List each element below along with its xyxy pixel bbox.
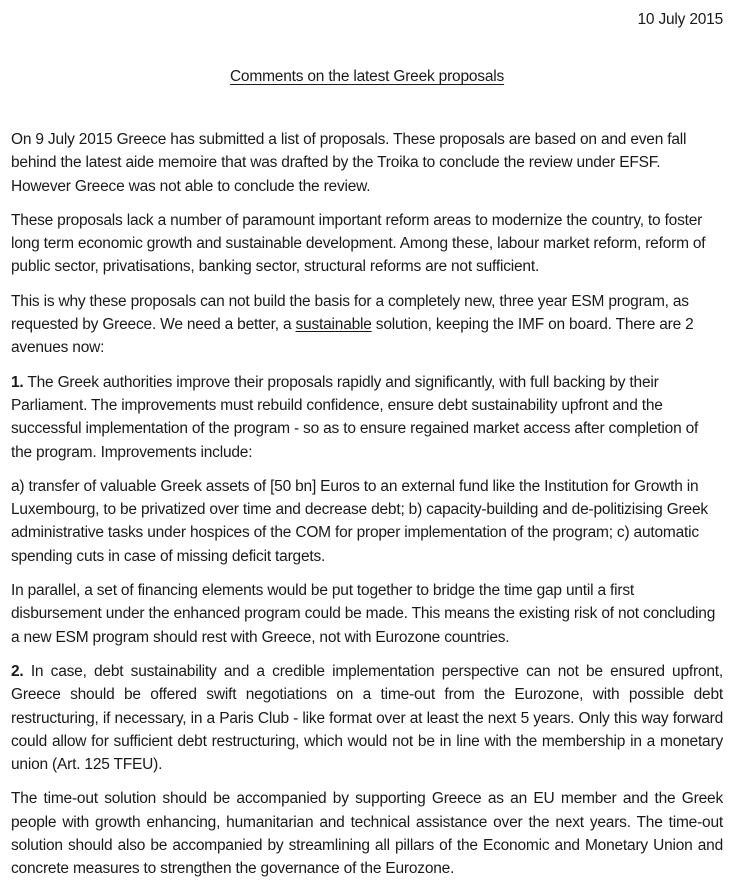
paragraph [11, 371, 723, 464]
page-title-text: Comments on the latest Greek proposals [229, 68, 505, 85]
paragraph [11, 209, 723, 279]
text-run: These proposals lack a number of paramount important reform areas to modernize the country, to foster long term economic growth and sustainable development. Among these, labour market reform, reform of public sector, privatisations, banking sector, structural reforms are not sufficient. [11, 211, 706, 276]
paragraph [11, 787, 723, 880]
page-title [11, 65, 723, 88]
paragraph [11, 579, 723, 649]
paragraph [11, 290, 723, 360]
document-date: 10 July 2015 [637, 11, 723, 28]
text-run: This is why these proposals can not build the basis for a completely new, three year ESM program, as requested by Greece. We need a better, a [11, 292, 689, 334]
paragraph [11, 475, 723, 568]
paragraph [11, 128, 723, 198]
text-run: In case, debt sustainability and a credible implementation perspective can not be ensured upfront, Greece should be offered swift negotiations on a time-out from the Eurozone, with possible debt restructuring, if necessary, in a Paris Club - like format over at least the next 5 years. Only this way forward could allow for sufficient debt restructuring, which would not be in line with the membership in a monetary union (Art. 125 TFEU). [11, 662, 723, 774]
text-run: The time-out solution should be accompanied by supporting Greece as an EU member and the Greek people with growth enhancing, humanitarian and technical assistance over the next years. The time-out solution should also be accompanied by streamlining all pillars of the Economic and Monetary Union and concrete measures to strengthen the governance of the Eurozone. [11, 790, 723, 878]
bold-text-run: 1. [11, 373, 24, 391]
text-run: On 9 July 2015 Greece has submitted a list of proposals. These proposals are based on and even fall behind the latest aide memoire that was drafted by the Troika to conclude the review under EFSF. However Greece was not able to conclude the review. [11, 131, 687, 195]
text-run: a) transfer of valuable Greek assets of [50 bn] Euros to an external fund like the Institution for Growth in Luxembourg, to be privatized over time and decrease debt; b) capacity-building and de-politizising Greek administrative tasks under hospices of the COM for proper implementation of the program; c) automatic spending cuts in case of missing deficit targets. [11, 477, 708, 565]
text-run: In parallel, a set of financing elements would be put together to bridge the time gap until a first disbursement under the enhanced program could be made. This means the existing risk of not concluding a new ESM program should rest with Greece, not with Eurozone countries. [11, 582, 716, 646]
document-body [11, 128, 723, 881]
paragraph [11, 660, 723, 776]
bold-text-run: 2. [11, 662, 24, 680]
text-run: solution, keeping the IMF on board. There are 2 avenues now: [11, 316, 694, 357]
text-run: The Greek authorities improve their proposals rapidly and significantly, with full backing by their Parliament. The improvements must rebuild confidence, ensure debt sustainability upfront and the successful implementation of the program - so as to ensure regained market access after completion of the program. Improvements include: [11, 373, 699, 461]
underlined-text-run: sustainable [295, 316, 372, 334]
